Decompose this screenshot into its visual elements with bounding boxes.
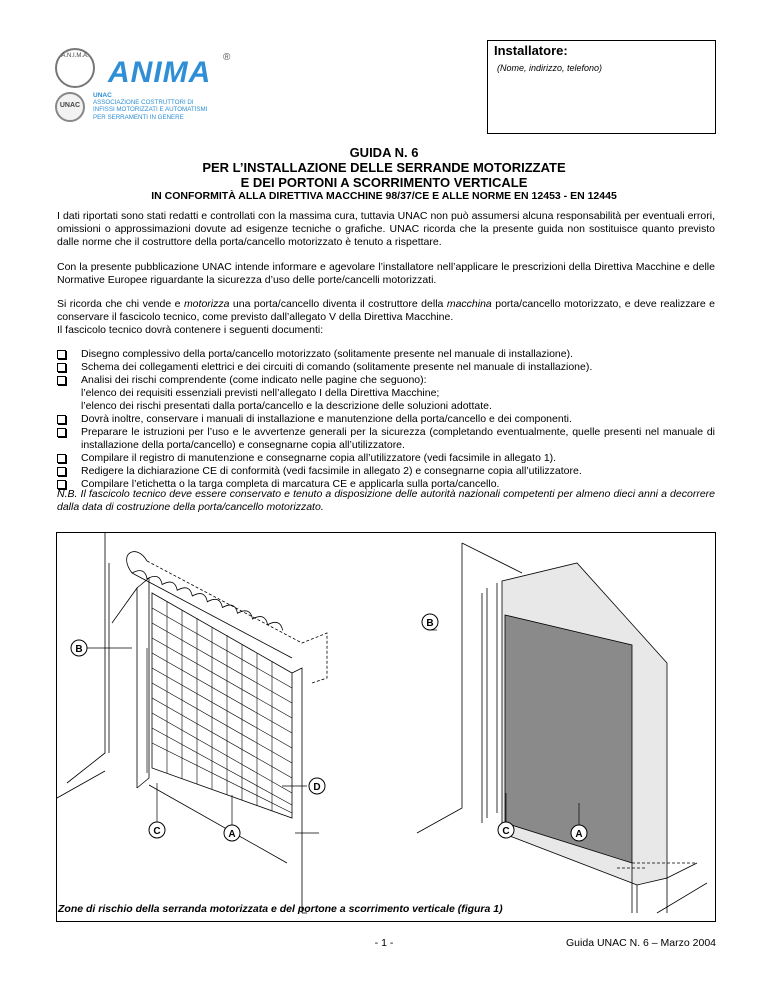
list-item: Analisi dei rischi comprendente (come indicato nelle pagine che seguono): [57,374,715,387]
checkbox-icon [57,376,66,385]
svg-text:A: A [228,829,236,840]
svg-text:B: B [75,644,83,655]
footer-reference: Guida UNAC N. 6 – Marzo 2004 [566,937,716,949]
checkbox-icon [57,363,66,372]
purpose-paragraph: Con la presente pubblicazione UNAC intende informare e agevolare l’installatore nell’applicare le prescrizioni della Direttiva Macchine e delle Normative Europee riguardante la sicurezza d’uso delle porte/cancelli motorizzati. [57,261,715,286]
registered-mark: ® [223,52,231,63]
label-a-left [224,825,240,841]
label-d [309,778,325,794]
installer-subtitle: (Nome, indirizzo, telefono) [497,63,603,73]
guide-title-line2: PER L’INSTALLAZIONE DELLE SERRANDE MOTORIZZATE [202,160,566,175]
label-a-right [571,825,587,841]
anima-unac-logo [55,48,255,128]
checkbox-icon [57,467,66,476]
list-subitem: l’elenco dei rischi presentati dalla porta/cancello e la descrizione delle soluzioni adottate. [81,400,492,412]
technical-file-note: N.B. Il fascicolo tecnico deve essere conservato e tenuto a disposizione delle autorità nazionali competenti per almeno dieci anni a decorrere dalla data di costruzione della porta/cancello motorizzato. [57,488,715,513]
unac-seal-icon: UNAC [55,92,85,122]
label-c-right [498,822,514,838]
label-c-left [149,822,165,838]
list-subitem: l’elenco dei requisiti essenziali previsti nell’allegato I della Direttiva Macchine; [81,387,440,399]
list-item: Compilare l’etichetta o la targa completa di marcatura CE e applicarla sulla porta/cancello. [57,478,715,491]
file-contents-intro: Il fascicolo tecnico dovrà contenere i seguenti documenti: [57,324,324,336]
list-item: Disegno complessivo della porta/cancello motorizzato (solitamente presente nel manuale di installazione). [57,348,715,361]
disclaimer-paragraph: I dati riportati sono stati redatti e controllati con la massima cura, tuttavia UNAC non può assumersi alcuna responsabilità per eventuali errori, omissioni o approssimazioni dovute ad esigenze tecniche o grafiche. UNAC ricorda che la presente guida non sostituisce quanto previsto dalle norme che il costruttore della porta/cancello motorizzato è tenuto a rispettare. [57,210,715,248]
page-number: - 1 - [374,937,394,949]
checkbox-icon [57,350,66,359]
anima-seal-icon: A.N.I.M.A. [55,48,95,88]
checkbox-icon [57,415,66,424]
risk-zones-illustration [57,533,715,921]
list-item: Redigere la dichiarazione CE di conformità (vedi facsimile in allegato 2) e consegnarne copia all’utilizzatore. [57,465,715,478]
figure-caption: Zone di rischio della serranda motorizzata e del portone a scorrimento verticale (figura 1) [58,903,503,915]
installer-title: Installatore: [494,43,568,58]
list-item: Schema dei collegamenti elettrici e dei circuiti di comando (solitamente presente nel manuale di installazione). [57,361,715,374]
roller-shutter-drawing [57,533,327,913]
svg-text:C: C [502,826,510,837]
label-b-right [422,614,438,630]
label-b-left [71,640,87,656]
svg-text:A: A [575,829,583,840]
manufacturer-paragraph: Si ricorda che chi vende e motorizza una porta/cancello diventa il costruttore della macchina porta/cancello motorizzato, e deve realizzare e conservare il fascicolo tecnico, come previsto dall’allegato V della Direttiva Macchine. [57,298,716,323]
installer-box [487,40,716,134]
unac-org-name: UNAC ASSOCIAZIONE COSTRUTTORI DI INFISSI MOTORIZZATI E AUTOMATISMI PER SERRAMENTI IN GENERE [93,92,208,121]
list-item: Dovrà inoltre, conservare i manuali di installazione e manutenzione della porta/cancello e dei componenti. [57,413,715,426]
guide-title-line3: E DEI PORTONI A SCORRIMENTO VERTICALE [240,175,528,190]
checkbox-icon [57,428,66,437]
guide-title: GUIDA N. 6 [349,145,419,160]
svg-text:D: D [313,782,321,793]
checkbox-icon [57,454,66,463]
list-item: Compilare il registro di manutenzione e consegnarne copia all’utilizzatore (vedi facsimile in allegato 1). [57,452,715,465]
list-item: Preparare le istruzioni per l’uso e le avvertenze generali per la sicurezza (completando eventualmente, quelle presenti nel manuale di installazione della porta/cancello) e consegnarne copia all’utilizzatore. [57,426,715,452]
svg-text:C: C [153,826,161,837]
svg-text:B: B [426,618,434,629]
sectional-door-drawing [417,543,707,913]
technical-file-checklist [57,348,715,491]
guide-subtitle: IN CONFORMITÀ ALLA DIRETTIVA MACCHINE 98/37/CE E ALLE NORME EN 12453 - EN 12445 [151,190,617,202]
anima-wordmark: ANIMA [108,56,212,89]
